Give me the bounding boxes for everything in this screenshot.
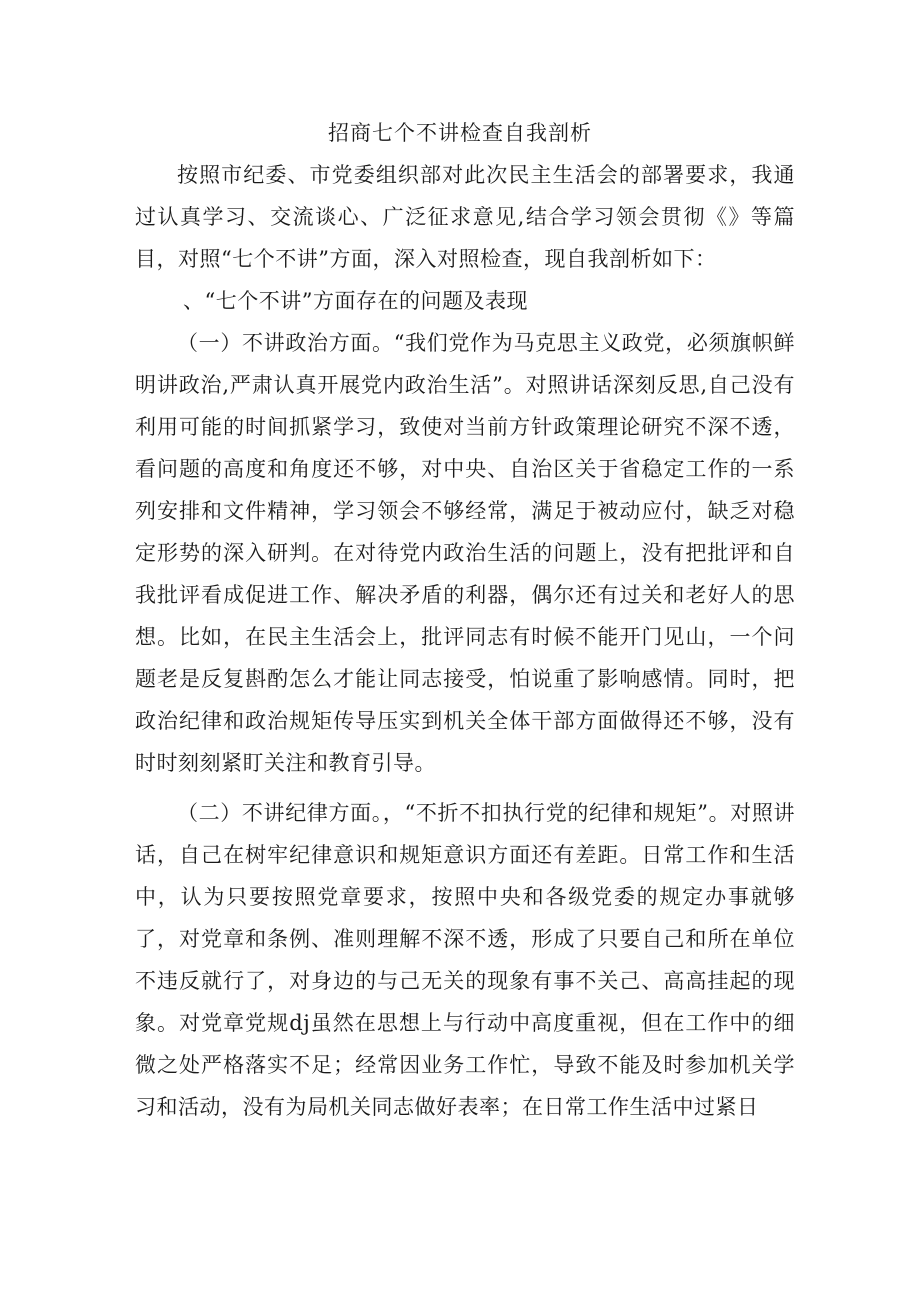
document-body [135, 154, 795, 1128]
paragraph-politics: （一）不讲政治方面。“我们党作为马克思主义政党，必须旗帜鲜明讲政治,严肃认真开展党内政治生活”。对照讲话深刻反思,自己没有利用可能的时间抓紧学习，致使对当前方针政策理论研究不深不透，看问题的高度和角度还不够，对中央、自治区关于省稳定工作的一系列安排和文件精神，学习领会不够经常，满足于被动应付，缺乏对稳定形势的深入研判。在对待党内政治生活的问题上，没有把批评和自我批评看成促进工作、解决矛盾的利器，偶尔还有过关和老好人的思想。比如，在民主生活会上，批评同志有时候不能开门见山，一个问题老是反复斟酌怎么才能让同志接受，怕说重了影响感情。同时，把政治纪律和政治规矩传导压实到机关全体干部方面做得还不够，没有时时刻刻紧盯关注和教育引导。 [135, 331, 795, 775]
document-title: 招商七个不讲检查自我剖析 [328, 121, 592, 145]
intro-paragraph: 按照市纪委、市党委组织部对此次民主生活会的部署要求，我通过认真学习、交流谈心、广泛征求意见,结合学习领会贯彻《》等篇目，对照“七个不讲”方面，深入对照检查，现自我剖析如下： [135, 163, 795, 271]
section-heading: 、“七个不讲”方面存在的问题及表现 [183, 289, 528, 313]
paragraph-discipline: （二）不讲纪律方面。，“不折不扣执行党的纪律和规矩”。对照讲话，自己在树牢纪律意识和规矩意识方面还有差距。日常工作和生活中，认为只要按照党章要求，按照中央和各级党委的规定办事就够了，对党章和条例、准则理解不深不透，形成了只要自己和所在单位不违反就行了，对身边的与己无关的现象有事不关己、高高挂起的现象。对党章党规dj虽然在思想上与行动中高度重视，但在工作中的细微之处严格落实不足；经常因业务工作忙，导致不能及时参加机关学习和活动，没有为局机关同志做好表率；在日常工作生活中过紧日 [135, 801, 795, 1119]
